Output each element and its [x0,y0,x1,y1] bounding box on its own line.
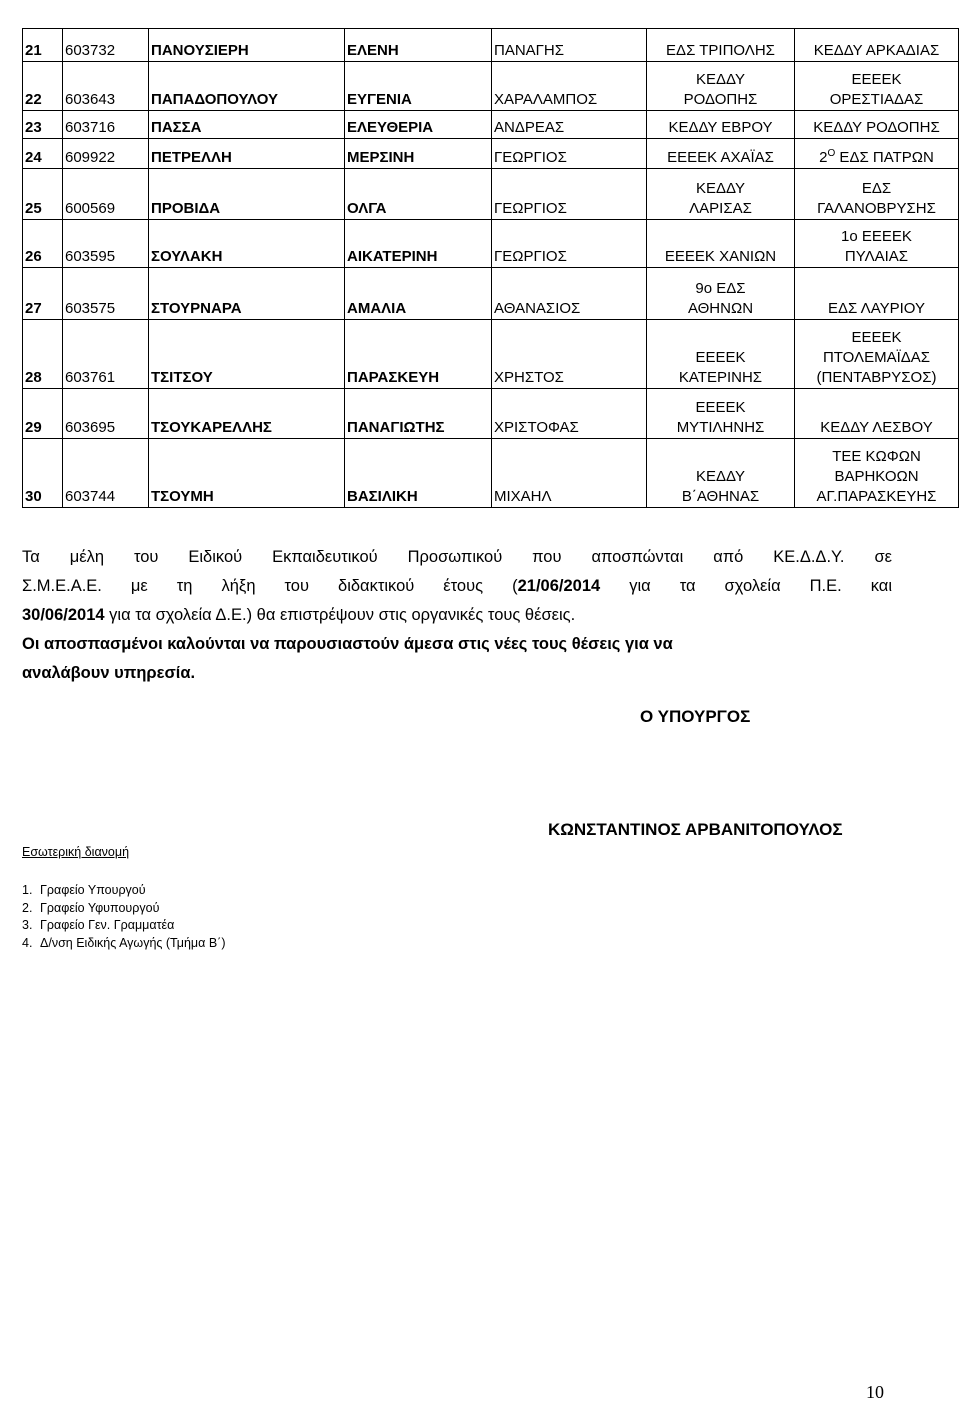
employee-code: 603643 [63,62,149,111]
first-name: ΠΑΡΑΣΚΕΥΗ [345,320,492,389]
destination-unit: ΕΔΣ ΓΑΛΑΝΟΒΡΥΣΗΣ [795,169,959,220]
distribution-item: 2. Γραφείο Υφυπουργού [22,900,160,915]
father-name: ΧΡΙΣΤΟΦΑΣ [492,389,647,439]
surname: ΤΣΟΥΜΗ [149,439,345,508]
father-name: ΑΘΑΝΑΣΙΟΣ [492,268,647,320]
father-name: ΠΑΝΑΓΗΣ [492,29,647,62]
employee-code: 603575 [63,268,149,320]
destination-unit: ΚΕΔΔΥ ΛΕΣΒΟΥ [795,389,959,439]
employee-code: 603716 [63,111,149,139]
first-name: ΕΛΕΥΘΕΡΙΑ [345,111,492,139]
first-name: ΕΛΕΝΗ [345,29,492,62]
distribution-item: 3. Γραφείο Γεν. Γραμματέα [22,918,175,932]
employee-code: 603732 [63,29,149,62]
origin-unit: ΚΕΔΔΥ ΡΟΔΟΠΗΣ [647,62,795,111]
origin-unit: ΕΔΣ ΤΡΙΠΟΛΗΣ [647,29,795,62]
destination-unit: $2^O$ ΕΔΣ ΠΑΤΡΩΝ [795,139,959,169]
surname: ΠΡΟΒΙΔΑ [149,169,345,220]
notice-bold-line-2: αναλάβουν υπηρεσία. [22,664,196,682]
surname: ΠΕΤΡΕΛΛΗ [149,139,345,169]
employee-code: 603595 [63,220,149,268]
employee-code: 603695 [63,389,149,439]
first-name: ΑΜΑΛΙΑ [345,268,492,320]
table-row [23,439,959,508]
row-number: 30 [23,439,63,508]
notice-line-3: 30/06/2014 για τα σχολεία Δ.Ε.) θα επιστρέψουν στις οργανικές τους θέσεις. [22,606,576,624]
employee-code: 603744 [63,439,149,508]
origin-unit: 9ο ΕΔΣ ΑΘΗΝΩΝ [647,268,795,320]
surname: ΠΑΠΑΔΟΠΟΥΛΟΥ [149,62,345,111]
first-name: ΜΕΡΣΙΝΗ [345,139,492,169]
table-row [23,111,959,139]
table-row [23,389,959,439]
origin-unit: ΕΕΕΕΚ ΜΥΤΙΛΗΝΗΣ [647,389,795,439]
placements-table [22,28,959,508]
school-end-date-secondary: 30/06/2014 [22,606,105,624]
row-number: 24 [23,139,63,169]
row-number: 28 [23,320,63,389]
father-name: ΓΕΩΡΓΙΟΣ [492,169,647,220]
origin-unit: ΕΕΕΕΚ ΑΧΑΪΑΣ [647,139,795,169]
table-row [23,268,959,320]
origin-unit: ΚΕΔΔΥ ΛΑΡΙΣΑΣ [647,169,795,220]
father-name: ΧΑΡΑΛΑΜΠΟΣ [492,62,647,111]
distribution-item: 4. Δ/νση Ειδικής Αγωγής (Τμήμα Β΄) [22,935,226,950]
surname: ΤΣΙΤΣΟΥ [149,320,345,389]
surname: ΣΟΥΛΑΚΗ [149,220,345,268]
notice-line-2: Σ.Μ.Ε.Α.Ε. με τη λήξη του διδακτικού έτους (21/06/2014 για τα σχολεία Π.Ε. και [22,577,893,595]
destination-unit: ΕΕΕΕΚ ΠΤΟΛΕΜΑΪΔΑΣ (ΠΕΝΤΑΒΡΥΣΟΣ) [795,320,959,389]
destination-unit: 1ο ΕΕΕΕΚ ΠΥΛΑΙΑΣ [795,220,959,268]
destination-unit: ΤΕΕ ΚΩΦΩΝ ΒΑΡΗΚΟΩΝ ΑΓ.ΠΑΡΑΣΚΕΥΗΣ [795,439,959,508]
father-name: ΓΕΩΡΓΙΟΣ [492,139,647,169]
origin-unit: ΚΕΔΔΥ ΕΒΡΟΥ [647,111,795,139]
row-number: 27 [23,268,63,320]
first-name: ΒΑΣΙΛΙΚΗ [345,439,492,508]
father-name: ΓΕΩΡΓΙΟΣ [492,220,647,268]
father-name: ΑΝΔΡΕΑΣ [492,111,647,139]
destination-unit: ΕΔΣ ΛΑΥΡΙΟΥ [795,268,959,320]
destination-unit: ΚΕΔΔΥ ΑΡΚΑΔΙΑΣ [795,29,959,62]
father-name: ΜΙΧΑΗΛ [492,439,647,508]
surname: ΤΣΟΥΚΑΡΕΛΛΗΣ [149,389,345,439]
table-row [23,139,959,169]
surname: ΣΤΟΥΡΝΑΡΑ [149,268,345,320]
employee-code: 609922 [63,139,149,169]
table-row [23,29,959,62]
origin-unit: ΚΕΔΔΥ Β΄ΑΘΗΝΑΣ [647,439,795,508]
origin-unit: ΕΕΕΕΚ ΧΑΝΙΩΝ [647,220,795,268]
row-number: 29 [23,389,63,439]
distribution-list [22,882,226,952]
school-end-date-primary: 21/06/2014 [517,577,601,595]
employee-code: 600569 [63,169,149,220]
row-number: 25 [23,169,63,220]
minister-title: Ο ΥΠΟΥΡΓΟΣ [640,707,751,726]
origin-unit: ΕΕΕΕΚ ΚΑΤΕΡΙΝΗΣ [647,320,795,389]
row-number: 26 [23,220,63,268]
employee-code: 603761 [63,320,149,389]
table-row [23,320,959,389]
first-name: ΠΑΝΑΓΙΩΤΗΣ [345,389,492,439]
row-number: 23 [23,111,63,139]
destination-unit: ΕΕΕΕΚ ΟΡΕΣΤΙΑΔΑΣ [795,62,959,111]
row-number: 21 [23,29,63,62]
page-number: 10 [866,1382,884,1402]
table-row [23,62,959,111]
row-number: 22 [23,62,63,111]
first-name: ΟΛΓΑ [345,169,492,220]
signer-name: ΚΩΝΣΤΑΝΤΙΝΟΣ ΑΡΒΑΝΙΤΟΠΟΥΛΟΣ [548,820,843,839]
father-name: ΧΡΗΣΤΟΣ [492,320,647,389]
surname: ΠΑΝΟΥΣΙΕΡΗ [149,29,345,62]
first-name: ΑΙΚΑΤΕΡΙΝΗ [345,220,492,268]
placements-table-body [23,29,959,508]
table-row [23,169,959,220]
destination-unit: ΚΕΔΔΥ ΡΟΔΟΠΗΣ [795,111,959,139]
distribution-item: 1. Γραφείο Υπουργού [22,883,146,897]
notice-line-1: Τα μέλη του Ειδικού Εκπαιδευτικού Προσωπικού που αποσπώνται από ΚΕ.Δ.Δ.Υ. σε [22,548,892,566]
first-name: ΕΥΓΕΝΙΑ [345,62,492,111]
table-row [23,220,959,268]
notice-bold-line-1: Οι αποσπασμένοι καλούνται να παρουσιαστούν άμεσα στις νέες τους θέσεις για να [22,635,673,653]
surname: ΠΑΣΣΑ [149,111,345,139]
distribution-title: Εσωτερική διανομή [22,845,130,859]
